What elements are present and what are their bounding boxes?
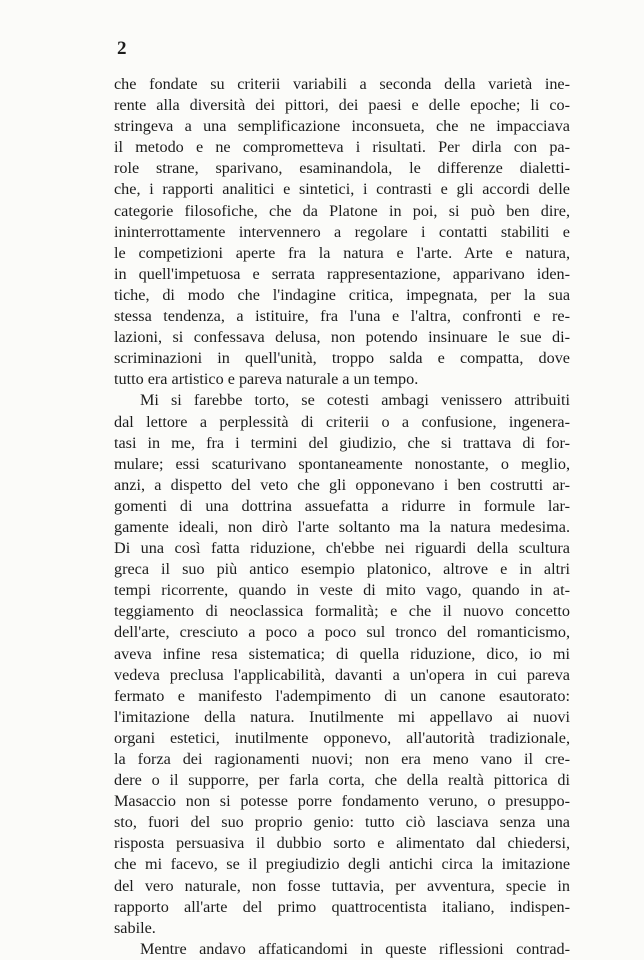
text-line: teggiamento di neoclassica formalità; e che il nuovo concetto: [114, 602, 570, 621]
text-line: gamente ideali, non dirò l'arte soltanto ma la natura medesima.: [114, 517, 570, 536]
text-line: organi estetici, inutilmente opponevo, all'autorità tradizionale,: [114, 728, 570, 747]
text-line: fermato e manifesto l'adempimento di un canone esautorato:: [114, 686, 570, 705]
text-line: del vero naturale, non fosse tuttavia, per avventura, specie in: [114, 876, 570, 895]
text-line: dere o il supporre, per farla corta, che della realtà pittorica di: [114, 771, 570, 790]
text-line: rapporto all'arte del primo quattrocentista italiano, indispen-: [114, 897, 570, 916]
text-line: che, i rapporti analitici e sintetici, i contrasti e gli accordi delle: [114, 180, 570, 199]
text-line: tempi ricorrente, quando in veste di mito vago, quando in at-: [114, 581, 570, 600]
text-line: ininterrottamente intervennero a regolare i contatti stabiliti e: [114, 222, 570, 241]
text-line: vedeva preclusa l'applicabilità, davanti a un'opera in cui pareva: [114, 665, 570, 684]
text-line: dal lettore a perplessità di criterii o a confusione, ingenera-: [114, 412, 570, 431]
page-number: 2: [117, 38, 127, 59]
text-line: categorie filosofiche, che da Platone in poi, si può ben dire,: [114, 201, 570, 220]
text-line: stringeva a una semplificazione inconsueta, che ne impacciava: [114, 117, 570, 136]
text-line: le competizioni aperte fra la natura e l'arte. Arte e natura,: [114, 243, 570, 262]
text-line: Masaccio non si potesse porre fondamento veruno, o presuppo-: [114, 792, 570, 811]
text-line: il metodo e ne comprometteva i risultati. Per dirla con pa-: [114, 138, 570, 157]
text-line: role strane, sparivano, esaminandola, le differenze dialetti-: [114, 159, 570, 178]
text-line: sabile.: [114, 918, 156, 937]
text-line: in quell'impetuosa e serrata rappresentazione, apparivano iden-: [114, 264, 570, 283]
text-line: Mi si farebbe torto, se cotesti ambagi venissero attribuiti: [140, 391, 570, 410]
text-line: Mentre andavo affaticandomi in queste riflessioni contrad-: [140, 939, 570, 958]
paragraph: [114, 390, 570, 938]
text-line: che fondate su criterii variabili a seconda della varietà ine-: [114, 75, 570, 93]
text-line: Di una così fatta riduzione, ch'ebbe nei riguardi della scultura: [114, 539, 570, 558]
text-line: mulare; essi scaturivano spontaneamente nonostante, o meglio,: [114, 454, 570, 473]
text-line: anzi, a dispetto del veto che gli opponevano i ben costrutti ar-: [114, 475, 570, 494]
text-line: dell'arte, cresciuto a poco a poco sul tronco del romanticismo,: [114, 623, 570, 642]
paragraph: [114, 74, 570, 390]
text-line: lazioni, si confessava delusa, non potendo insinuare le sue di-: [114, 328, 570, 347]
text-line: aveva infine resa sistematica; di quella riduzione, dico, io mi: [114, 644, 570, 663]
text-line: stessa tendenza, a istituire, fra l'una e l'altra, confronti e re-: [114, 307, 570, 326]
text-line: tiche, di modo che l'indagine critica, impegnata, per la sua: [114, 285, 570, 304]
text-line: scriminazioni in quell'unità, troppo salda e compatta, dove: [114, 349, 570, 368]
text-line: greca il suo più antico esempio platonico, altrove e in altri: [114, 560, 570, 579]
text-line: gomenti di una dottrina assuefatta a ridurre in formule lar-: [114, 496, 570, 515]
paragraph: [114, 939, 570, 960]
text-line: tutto era artistico e pareva naturale a un tempo.: [114, 370, 419, 389]
text-line: sto, fuori del suo proprio genio: tutto ciò lasciava senza una: [114, 813, 570, 832]
text-line: l'imitazione della natura. Inutilmente mi appellavo ai nuovi: [114, 707, 570, 726]
text-line: tasi in me, fra i termini del giudizio, che si trattava di for-: [114, 433, 570, 452]
text-line: rente alla diversità dei pittori, dei paesi e delle epoche; li co-: [114, 96, 570, 115]
body-text: [114, 74, 570, 960]
text-line: che mi facevo, se il pregiudizio degli antichi circa la imitazione: [114, 855, 570, 874]
text-line: risposta persuasiva il dubbio sorto e alimentato dal chiedersi,: [114, 834, 570, 853]
text-line: la forza dei ragionamenti nuovi; non era meno vano il cre-: [114, 750, 570, 768]
